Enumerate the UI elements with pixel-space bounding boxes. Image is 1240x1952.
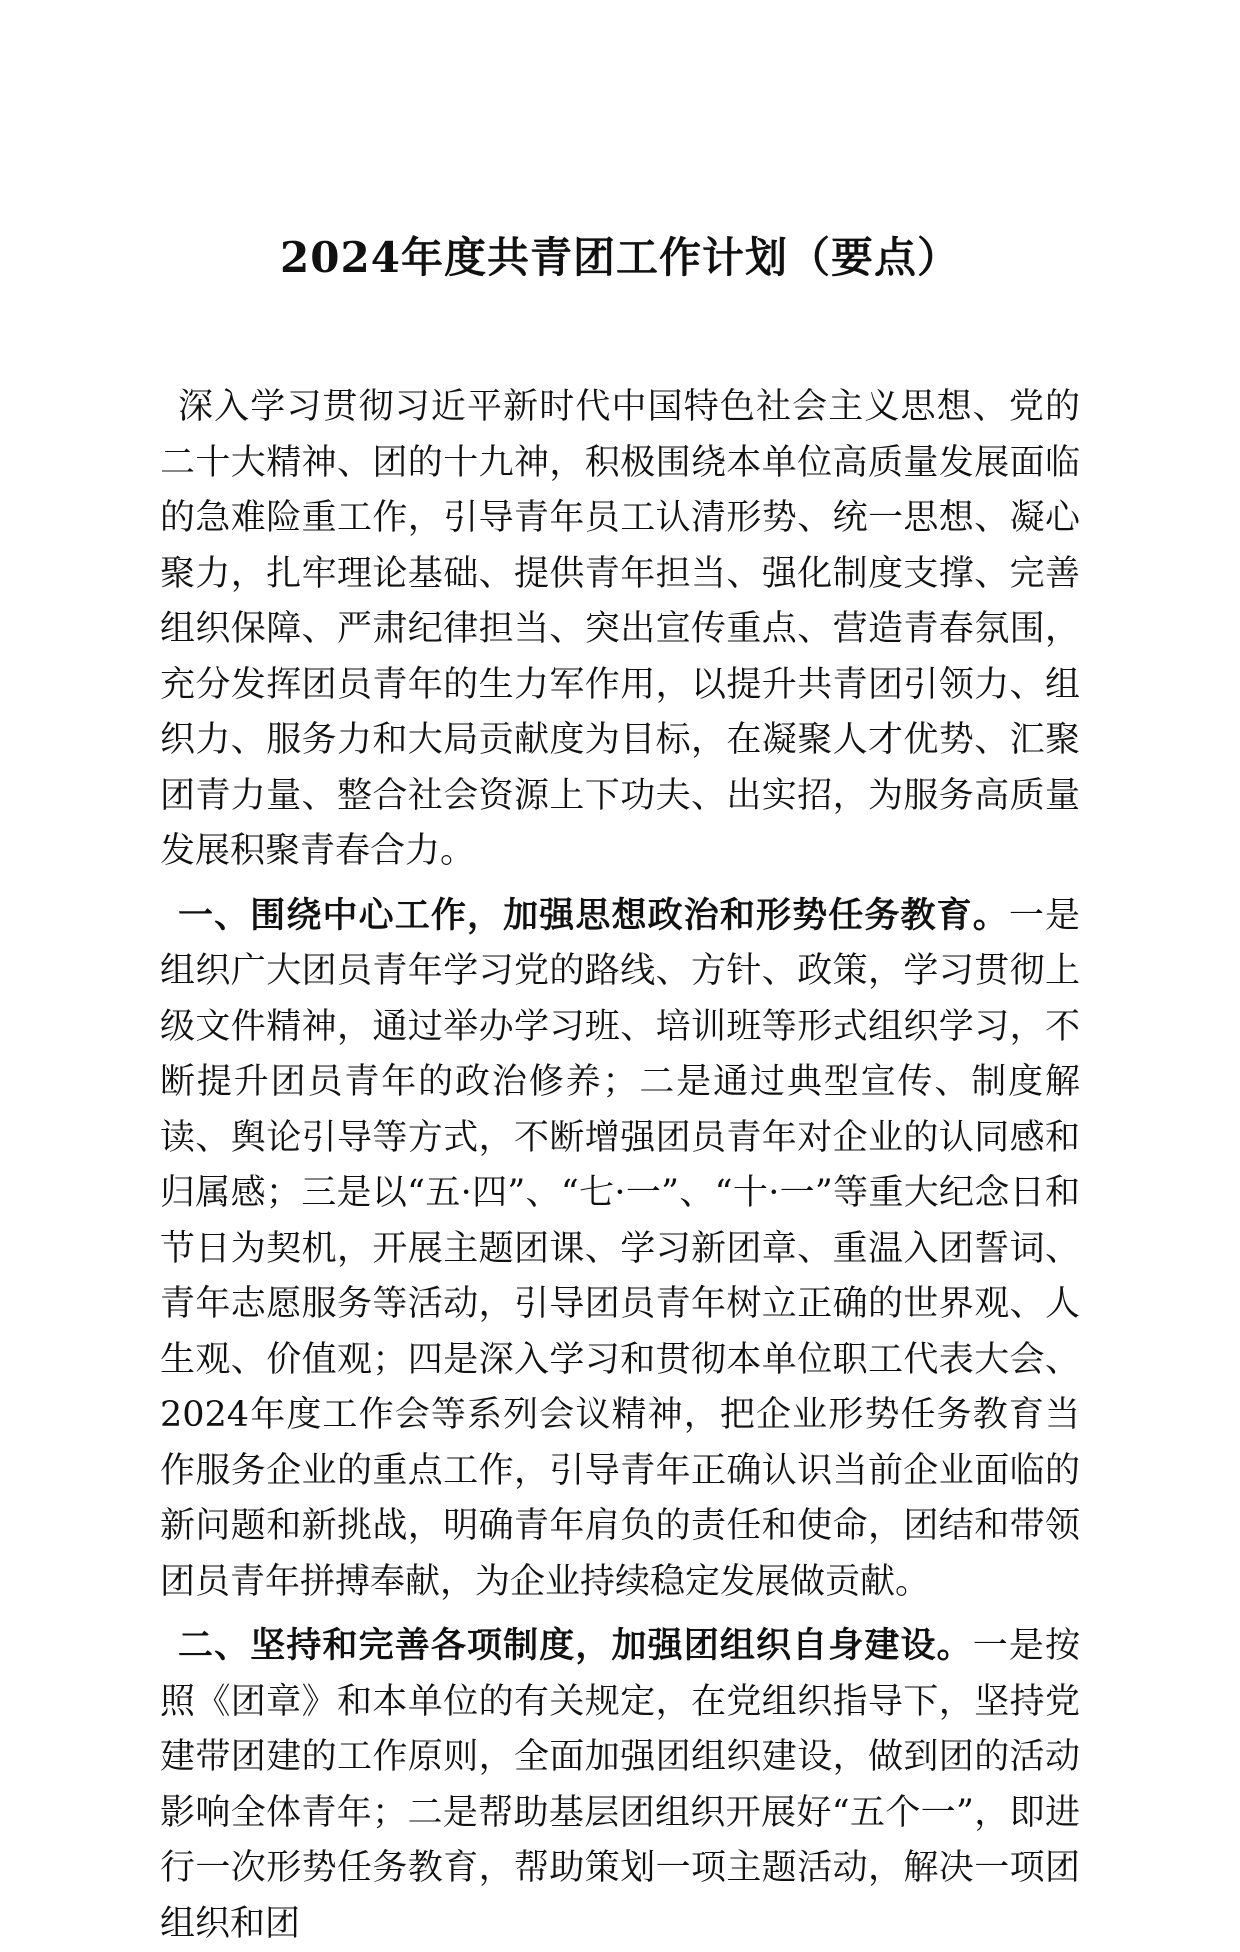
document-body: [160, 380, 1080, 1952]
intro-paragraph: 深入学习贯彻习近平新时代中国特色社会主义思想、党的二十大精神、团的十九神，积极围绕本单位高质量发展面临的急难险重工作，引导青年员工认清形势、统一思想、凝心聚力，扎牢理论基础、提供青年担当、强化制度支撑、完善组织保障、严肃纪律担当、突出宣传重点、营造青春氛围，充分发挥团员青年的生力军作用，以提升共青团引领力、组织力、服务力和大局贡献度为目标，在凝聚人才优势、汇聚团青力量、整合社会资源上下功夫、出实招，为服务高质量发展积聚青春合力。: [160, 387, 1080, 871]
section-text-2: 一是按照《团章》和本单位的有关规定，在党组织指导下，坚持党建带团建的工作原则，全面加强团组织建设，做到团的活动影响全体青年；二是帮助基层团组织开展好“五个一”，即进行一次形势任务教育，帮助策划一项主题活动，解决一项团组织和团: [160, 1626, 1080, 1944]
section-heading-2: 二、坚持和完善各项制度，加强团组织自身建设。: [178, 1625, 973, 1666]
document-title: 2024年度共青团工作计划（要点）: [280, 233, 960, 282]
section-paragraph-1: [160, 888, 1080, 1611]
section-heading-1: 一、围绕中心工作，加强思想政治和形势任务教育。: [178, 894, 1009, 936]
section-text-1: 一是组织广大团员青年学习党的路线、方针、政策，学习贯彻上级文件精神，通过举办学习班、培训班等形式组织学习，不断提升团员青年的政治修养；二是通过典型宣传、制度解读、舆论引导等方式，不断增强团员青年对企业的认同感和归属感；三是以“五·四”、“七·一”、“十·一”等重大纪念日和节日为契机，开展主题团课、学习新团章、重温入团誓词、青年志愿服务等活动，引导团员青年树立正确的世界观、人生观、价值观；四是深入学习和贯彻本单位职工代表大会、2024年度工作会等系列会议精神，把企业形势任务教育当作服务企业的重点工作，引导青年正确认识当前企业面临的新问题和新挑战，明确青年肩负的责任和使命，团结和带领团员青年拼搏奉献，为企业持续稳定发展做贡献。: [160, 895, 1080, 1602]
section-paragraph-2: [160, 1618, 1080, 1952]
